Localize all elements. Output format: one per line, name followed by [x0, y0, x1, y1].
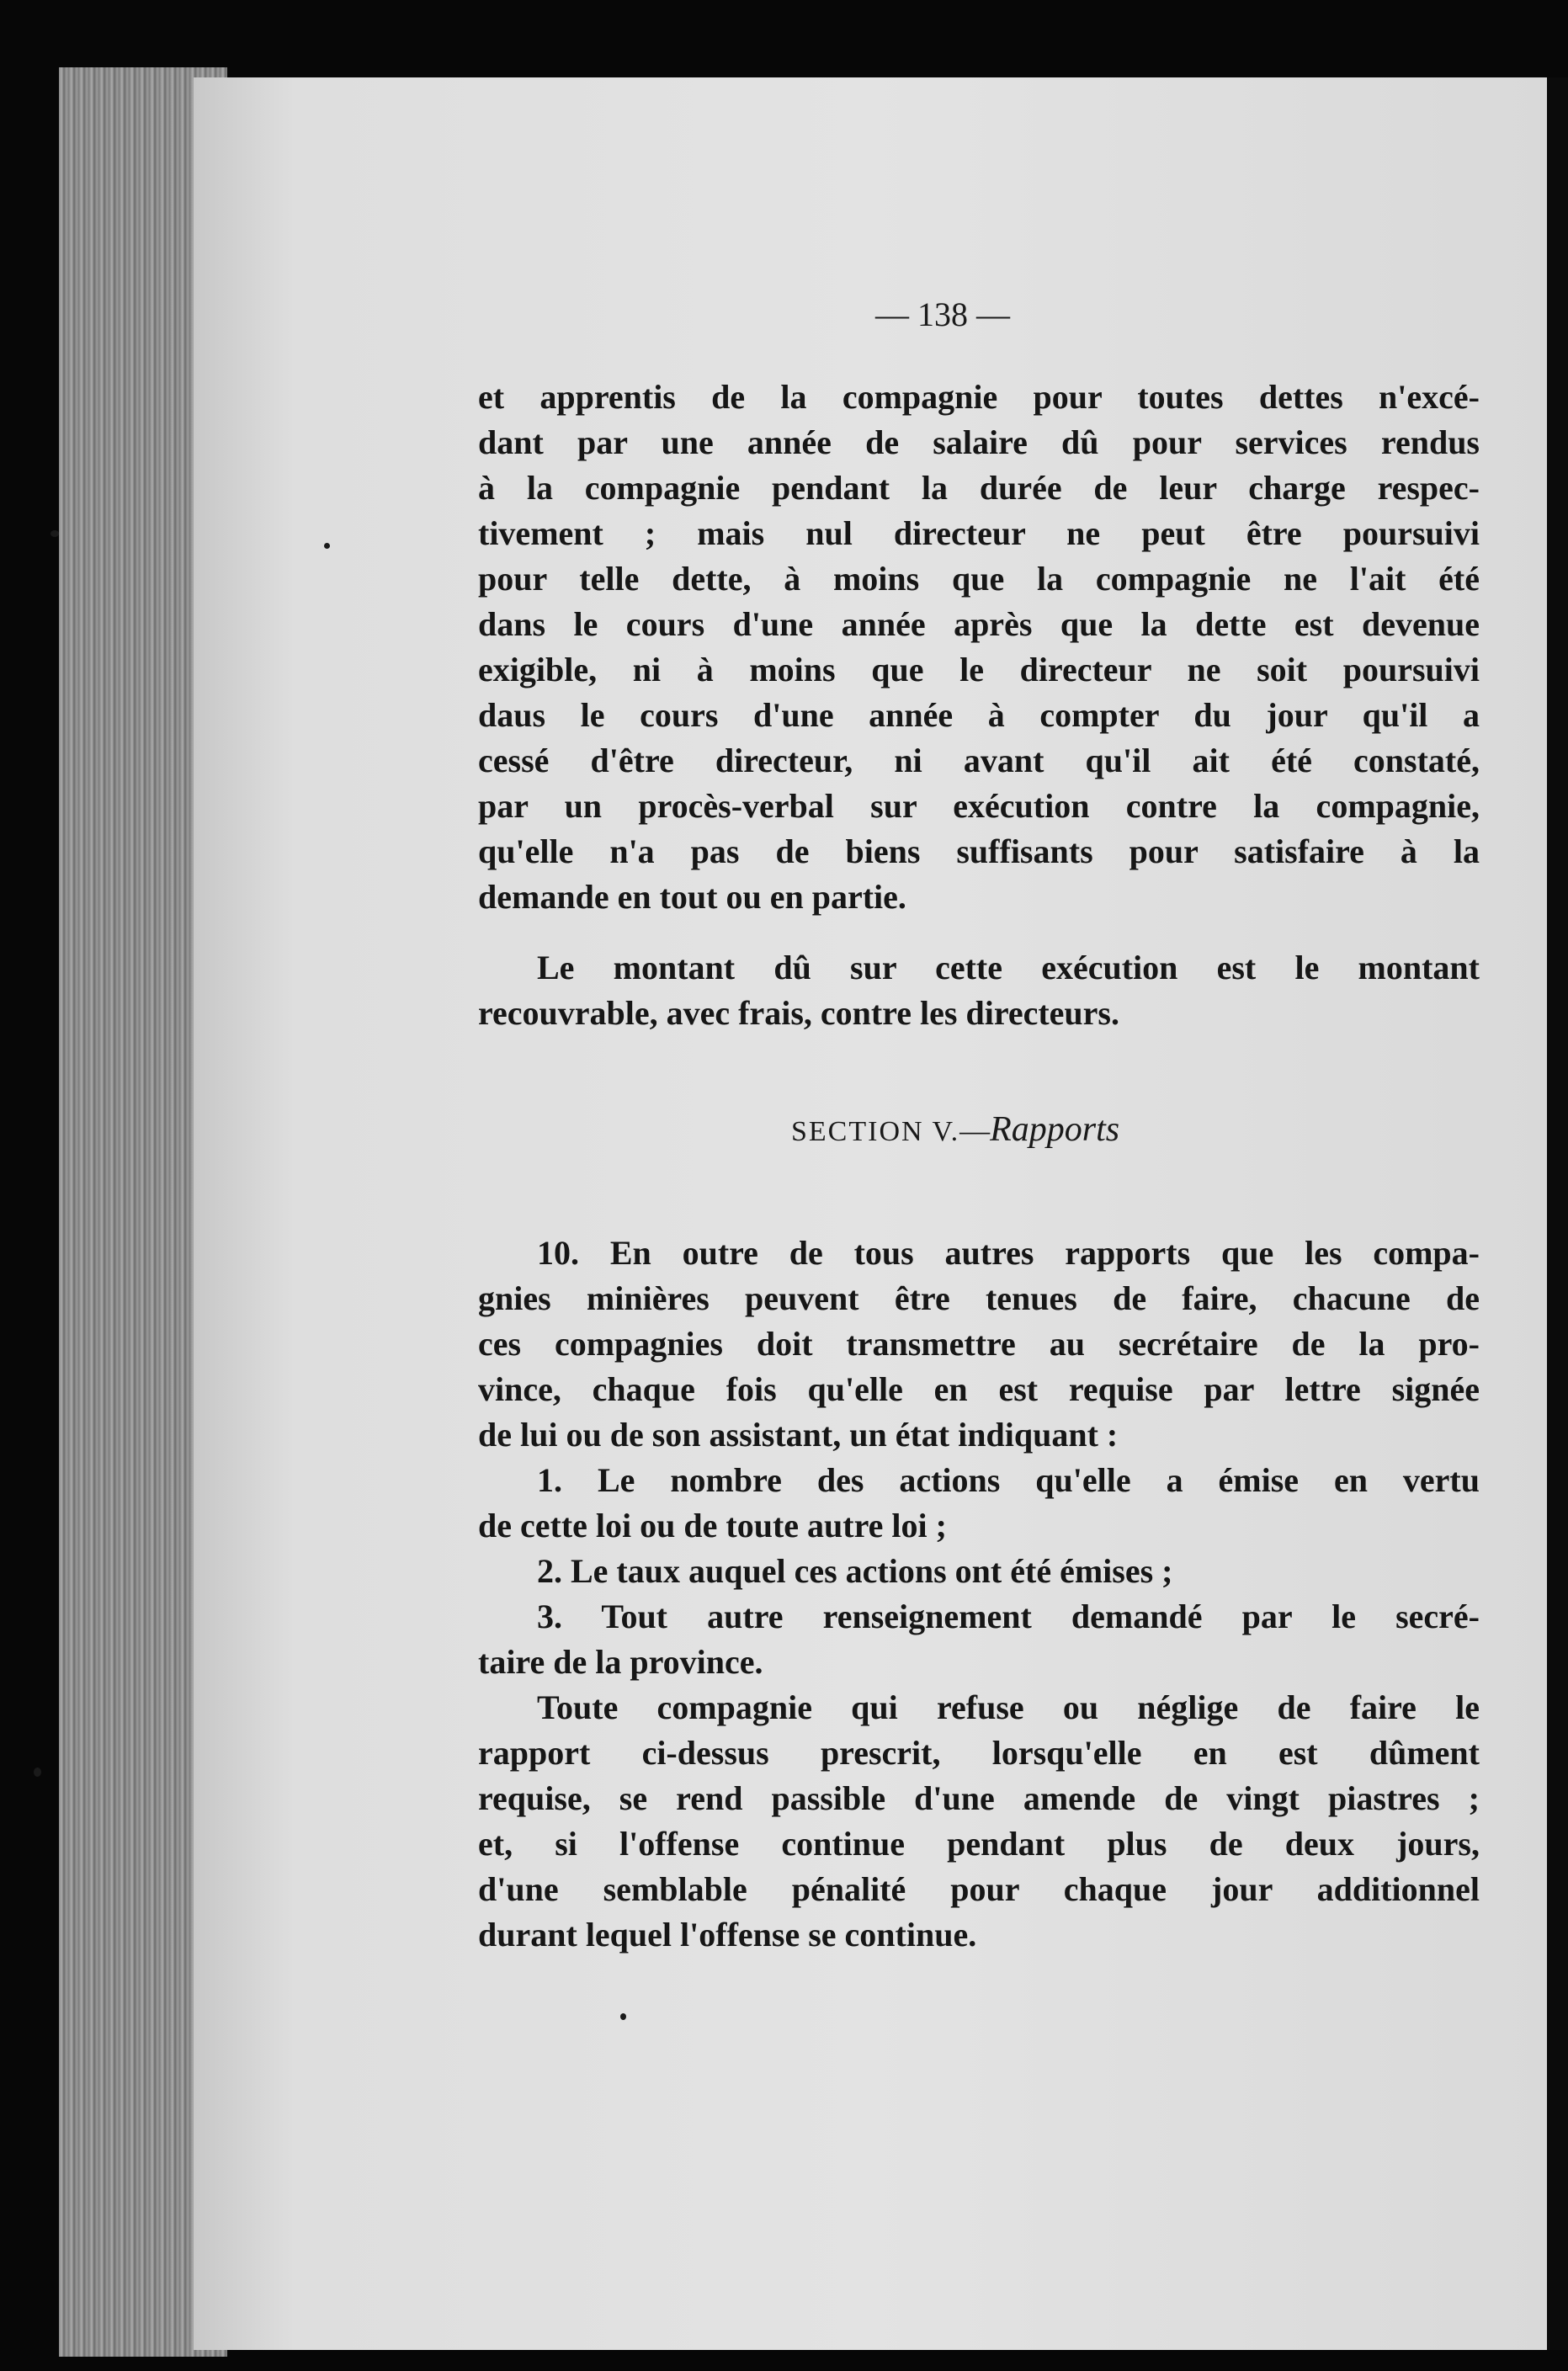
- dust-speck: [620, 2013, 626, 2020]
- text-line: par un procès-verbal sur exécution contre la compagnie,: [478, 787, 1480, 825]
- list-item: [478, 1549, 1480, 1594]
- page-right-edge: [1547, 77, 1568, 2350]
- paragraph-4: [478, 1685, 1480, 1958]
- list-item: [478, 1594, 1480, 1685]
- text-line: de lui ou de son assistant, un état indiquant :: [478, 1416, 1119, 1454]
- text-line: vince, chaque fois qu'elle en est requise par lettre signée: [478, 1370, 1480, 1408]
- text-line: Le montant dû sur cette exécution est le montant: [537, 949, 1480, 986]
- text-line: tivement ; mais nul directeur ne peut être poursuivi: [478, 514, 1480, 552]
- section-title: Rapports: [990, 1110, 1120, 1149]
- section-heading: [791, 1109, 1296, 1150]
- text-line: dans le cours d'une année après que la dette est devenue: [478, 605, 1480, 643]
- text-line: taire de la province.: [478, 1643, 763, 1681]
- text-line: à la compagnie pendant la durée de leur charge respec-: [478, 469, 1480, 507]
- text-line: recouvrable, avec frais, contre les directeurs.: [478, 994, 1119, 1032]
- text-line: dant par une année de salaire dû pour services rendus: [478, 423, 1480, 461]
- text-line: et apprentis de la compagnie pour toutes dettes n'excé-: [478, 378, 1480, 416]
- text-line: demande en tout ou en partie.: [478, 878, 906, 916]
- text-line: de cette loi ou de toute autre loi ;: [478, 1507, 947, 1544]
- text-line: pour telle dette, à moins que la compagnie ne l'ait été: [478, 560, 1480, 598]
- text-line: durant lequel l'offense se continue.: [478, 1916, 977, 1954]
- dust-speck: [324, 543, 330, 549]
- text-line: ces compagnies doit transmettre au secrétaire de la pro-: [478, 1325, 1480, 1363]
- text-line: cessé d'être directeur, ni avant qu'il ait été constaté,: [478, 742, 1480, 779]
- text-line: gnies minières peuvent être tenues de faire, chacune de: [478, 1279, 1480, 1317]
- text-line: daus le cours d'une année à compter du jour qu'il a: [478, 696, 1480, 734]
- paragraph-3-and-list: [478, 1231, 1480, 1958]
- text-line: d'une semblable pénalité pour chaque jour additionnel: [478, 1870, 1480, 1908]
- section-label: SECTION V.: [791, 1116, 960, 1147]
- text-line: 10. En outre de tous autres rapports que les compa-: [537, 1234, 1480, 1272]
- text-line: 1. Le nombre des actions qu'elle a émise en vertu: [537, 1461, 1480, 1499]
- list-item: [478, 1458, 1480, 1549]
- text-line: rapport ci-dessus prescrit, lorsqu'elle en est dûment: [478, 1734, 1480, 1772]
- text-line: 3. Tout autre renseignement demandé par le secré-: [537, 1598, 1480, 1635]
- paragraph-1: [478, 375, 1480, 920]
- text-line: exigible, ni à moins que le directeur ne soit poursuivi: [478, 651, 1480, 688]
- text-line: requise, se rend passible d'une amende de vingt piastres ;: [478, 1779, 1480, 1817]
- text-line: et, si l'offense continue pendant plus de deux jours,: [478, 1825, 1480, 1863]
- text-line: qu'elle n'a pas de biens suffisants pour satisfaire à la: [478, 832, 1480, 870]
- dust-speck: [34, 1768, 41, 1777]
- paragraph-2: [478, 945, 1480, 1036]
- section-separator: —: [959, 1114, 991, 1147]
- page-number: — 138 —: [875, 295, 1010, 333]
- text-line: Toute compagnie qui refuse ou néglige de faire le: [537, 1688, 1480, 1726]
- text-line: 2. Le taux auquel ces actions ont été émises ;: [537, 1552, 1173, 1590]
- dust-speck: [50, 530, 59, 537]
